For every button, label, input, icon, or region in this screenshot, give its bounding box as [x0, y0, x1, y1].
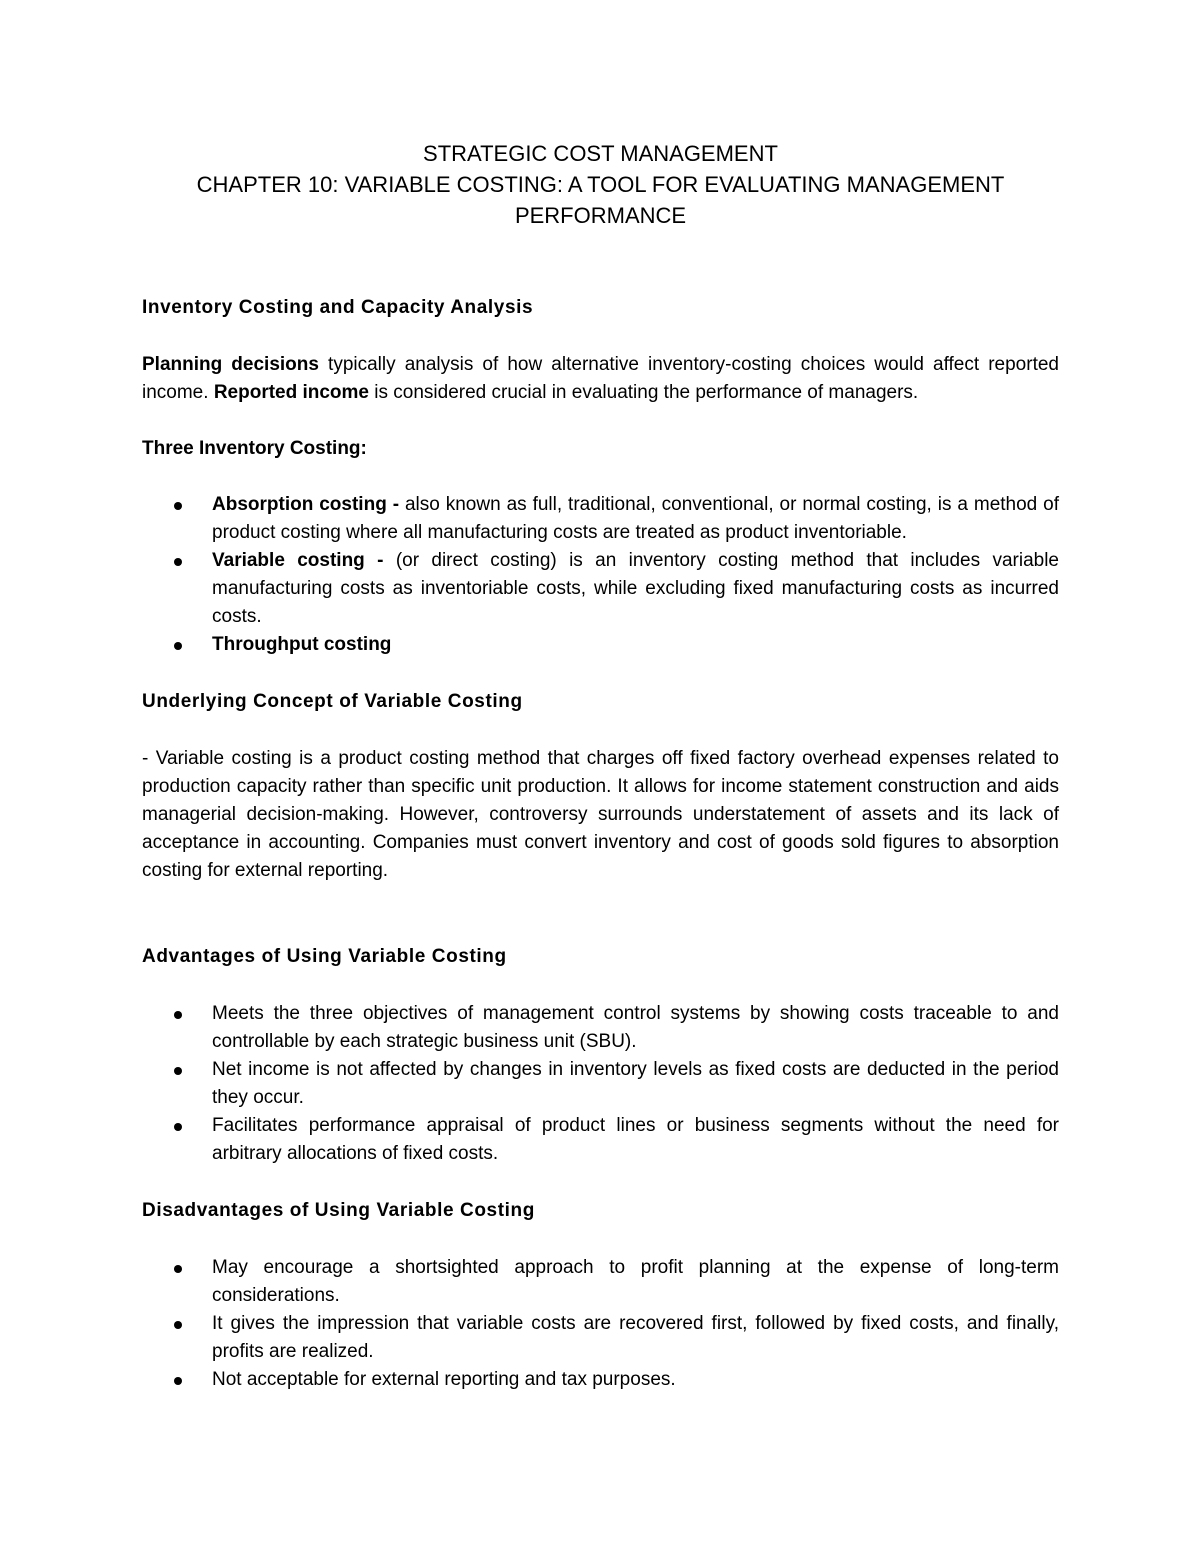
bullet-icon: [174, 1377, 182, 1385]
bullet-icon: [174, 1321, 182, 1329]
section-heading-underlying-concept: Underlying Concept of Variable Costing: [142, 691, 523, 712]
section-heading-disadvantages: Disadvantages of Using Variable Costing: [142, 1200, 535, 1221]
paragraph-underlying-concept: - Variable costing is a product costing method that charges off fixed factory overhead expenses related to production capacity rather than specific unit production. It allows for income statement construction and aids managerial decision-making. However, controversy surrounds understatement of assets and its lack of acceptance in accounting. Companies must convert inventory and cost of goods sold figures to absorption costing for external reporting.: [142, 748, 1059, 881]
disadvantages-list: [142, 1254, 1059, 1394]
section-heading-advantages: Advantages of Using Variable Costing: [142, 946, 507, 967]
bullet-icon: [174, 502, 182, 510]
title-line-1: STRATEGIC COST MANAGEMENT: [423, 141, 778, 166]
bullet-icon: [174, 1265, 182, 1273]
list-item: May encourage a shortsighted approach to profit planning at the expense of long-term considerations.: [142, 1254, 1059, 1310]
title-line-2: CHAPTER 10: VARIABLE COSTING: A TOOL FOR EVALUATING MANAGEMENT: [196, 172, 1005, 197]
bullet-icon: [174, 1067, 182, 1075]
subheading-three-inventory-costing: Three Inventory Costing:: [142, 438, 367, 459]
term-reported-income: Reported income: [213, 382, 370, 403]
list-item: Variable costing - (or direct costing) is an inventory costing method that includes variable manufacturing costs as inventoriable costs, while excluding fixed manufacturing costs as incurred costs.: [142, 547, 1059, 631]
term-planning-decisions: Planning decisions: [142, 354, 319, 375]
list-item: Not acceptable for external reporting and tax purposes.: [142, 1366, 1059, 1394]
advantages-list: [142, 1000, 1059, 1168]
bullet-icon: [174, 1123, 182, 1131]
bullet-icon: [174, 1011, 182, 1019]
document-page: [142, 138, 1059, 1394]
document-title: [102, 138, 1099, 231]
bullet-icon: [174, 558, 182, 566]
paragraph-planning-decisions: Planning decisions typically analysis of how alternative inventory-costing choices would affect reported income. Reported income is considered crucial in evaluating the performance of managers.: [142, 354, 1059, 403]
list-item: Absorption costing - also known as full, traditional, conventional, or normal costing, is a method of product costing where all manufacturing costs are treated as product inventoriable.: [142, 491, 1059, 547]
section-heading-inventory-costing: Inventory Costing and Capacity Analysis: [142, 297, 534, 318]
title-line-3: PERFORMANCE: [514, 203, 687, 228]
list-item: It gives the impression that variable costs are recovered first, followed by fixed costs, and finally, profits are realized.: [142, 1310, 1059, 1366]
inventory-costing-list: [142, 491, 1059, 659]
list-item: Throughput costing: [142, 631, 1059, 659]
list-item: Net income is not affected by changes in inventory levels as fixed costs are deducted in the period they occur.: [142, 1056, 1059, 1112]
list-item: Facilitates performance appraisal of product lines or business segments without the need for arbitrary allocations of fixed costs.: [142, 1112, 1059, 1168]
list-item: Meets the three objectives of management control systems by showing costs traceable to and controllable by each strategic business unit (SBU).: [142, 1000, 1059, 1056]
bullet-icon: [174, 642, 182, 650]
